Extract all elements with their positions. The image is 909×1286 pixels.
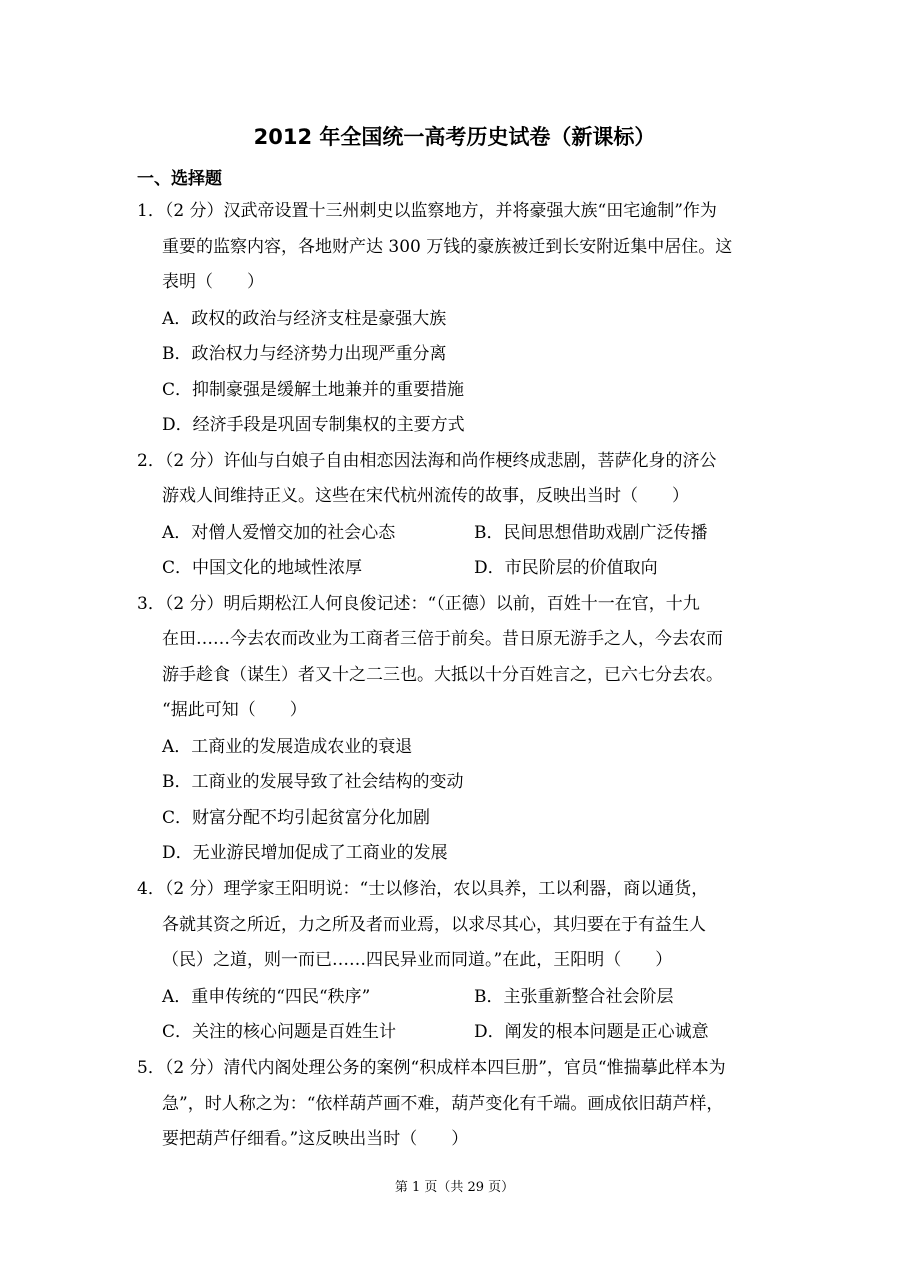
question-1-option-b: B．政治权力与经济势力出现严重分离 <box>162 344 447 364</box>
question-1-line-3: 表明（ ） <box>162 272 264 292</box>
question-3-option-a: A．工商业的发展造成农业的衰退 <box>162 737 413 757</box>
question-1-line-1: 1．（2 分）汉武帝设置十三州刺史以监察地方，并将豪强大族“田宅逾制”作为 <box>137 201 717 221</box>
question-2-option-b: B．民间思想借助戏剧广泛传播 <box>474 523 708 543</box>
question-1-option-c: C．抑制豪强是缓解土地兼并的重要措施 <box>162 380 465 400</box>
question-4-line-3: （民）之道，则一而已……四民异业而同道。”在此，王阳明（ ） <box>162 950 673 970</box>
question-1-option-d: D．经济手段是巩固专制集权的主要方式 <box>162 415 465 435</box>
question-4-line-2: 各就其资之所近，力之所及者而业焉，以求尽其心，其归要在于有益生人 <box>162 915 706 935</box>
question-4-option-d: D．阐发的根本问题是正心诚意 <box>474 1022 709 1042</box>
question-4-option-a: A．重申传统的“四民“秩序” <box>162 987 371 1007</box>
question-1-line-2: 重要的监察内容，各地财产达 300 万钱的豪族被迁到长安附近集中居住。这 <box>162 237 733 257</box>
question-5-line-1: 5．（2 分）清代内阁处理公务的案例“积成样本四巨册”，官员“惟揣摹此样本为 <box>137 1058 726 1078</box>
question-3-option-b: B．工商业的发展导致了社会结构的变动 <box>162 772 464 792</box>
question-2-option-c: C．中国文化的地域性浓厚 <box>162 558 363 578</box>
question-2-option-d: D．市民阶层的价值取向 <box>474 558 658 578</box>
question-3-option-c: C．财富分配不均引起贫富分化加剧 <box>162 808 431 828</box>
page-footer: 第 1 页（共 29 页） <box>394 1180 515 1195</box>
question-4-option-b: B．主张重新整合社会阶层 <box>474 987 674 1007</box>
question-3-line-1: 3．（2 分）明后期松江人何良俊记述：“（正德）以前，百姓十一在官，十九 <box>137 594 700 614</box>
section-heading: 一、选择题 <box>137 169 222 189</box>
question-3-option-d: D．无业游民增加促成了工商业的发展 <box>162 843 448 863</box>
question-4-option-c: C．关注的核心问题是百姓生计 <box>162 1022 397 1042</box>
question-3-line-2: 在田……今去农而改业为工商者三倍于前矣。昔日原无游手之人，今去农而 <box>162 629 723 649</box>
question-2-line-2: 游戏人间维持正义。这些在宋代杭州流传的故事，反映出当时（ ） <box>162 486 689 506</box>
question-5-line-2: 急”，时人称之为：“依样葫芦画不难，葫芦变化有千端。画成依旧葫芦样， <box>162 1094 724 1114</box>
question-5-line-3: 要把葫芦仔细看。”这反映出当时（ ） <box>162 1129 469 1149</box>
question-2-option-a: A．对僧人爱憎交加的社会心态 <box>162 523 396 543</box>
document-title: 2012 年全国统一高考历史试卷（新课标） <box>253 125 656 149</box>
question-3-line-3: 游手趁食（谋生）者又十之二三也。大抵以十分百姓言之，已六七分去农。 <box>162 665 723 685</box>
question-4-line-1: 4．（2 分）理学家王阳明说：“士以修治，农以具养，工以利器，商以通货， <box>137 879 709 899</box>
question-2-line-1: 2．（2 分）许仙与白娘子自由相恋因法海和尚作梗终成悲剧，菩萨化身的济公 <box>137 451 717 471</box>
question-3-line-4: “据此可知（ ） <box>162 700 307 720</box>
question-1-option-a: A．政权的政治与经济支柱是豪强大族 <box>162 309 447 329</box>
